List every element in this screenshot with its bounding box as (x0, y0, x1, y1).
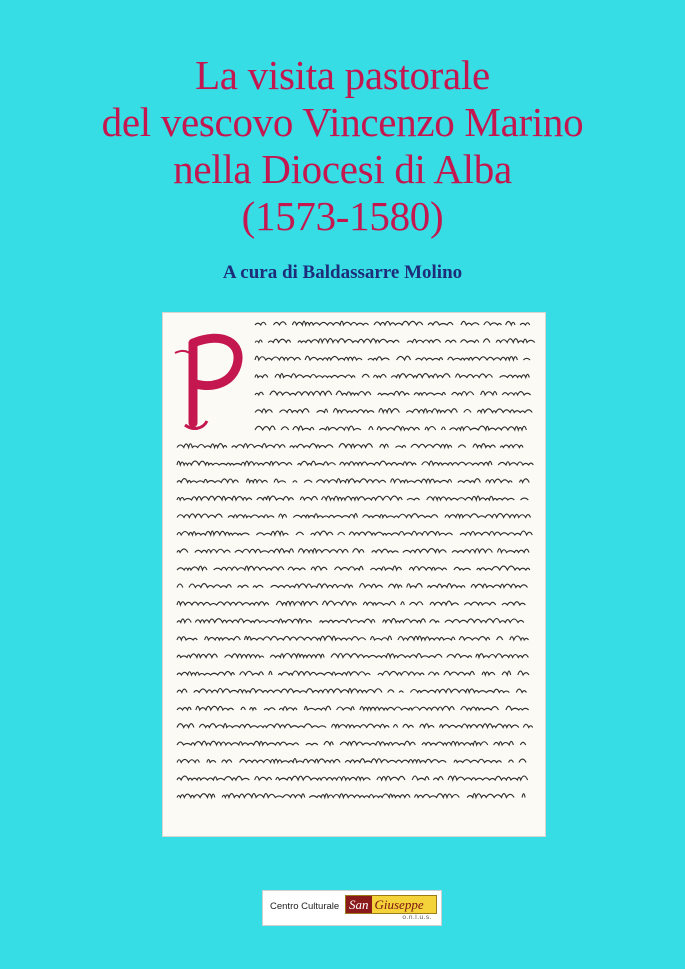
title-line-1: La visita pastorale (195, 52, 490, 98)
title-line-2: del vescovo Vincenzo Marino (101, 99, 584, 145)
curator-credit: A cura di Baldassarre Molino (222, 262, 463, 283)
san-giuseppe-logo-icon (345, 895, 437, 914)
publisher-logo (262, 890, 442, 926)
publisher-suffix: o.n.l.u.s. (402, 914, 432, 921)
manuscript-image (163, 313, 545, 836)
book-title (0, 52, 685, 240)
title-dates: (1573-1580) (241, 193, 444, 239)
title-line-3: nella Diocesi di Alba (173, 146, 512, 192)
logo-san: San (346, 896, 372, 913)
logo-giuseppe: Giuseppe (372, 896, 437, 913)
publisher-prefix: Centro Culturale (270, 901, 340, 912)
